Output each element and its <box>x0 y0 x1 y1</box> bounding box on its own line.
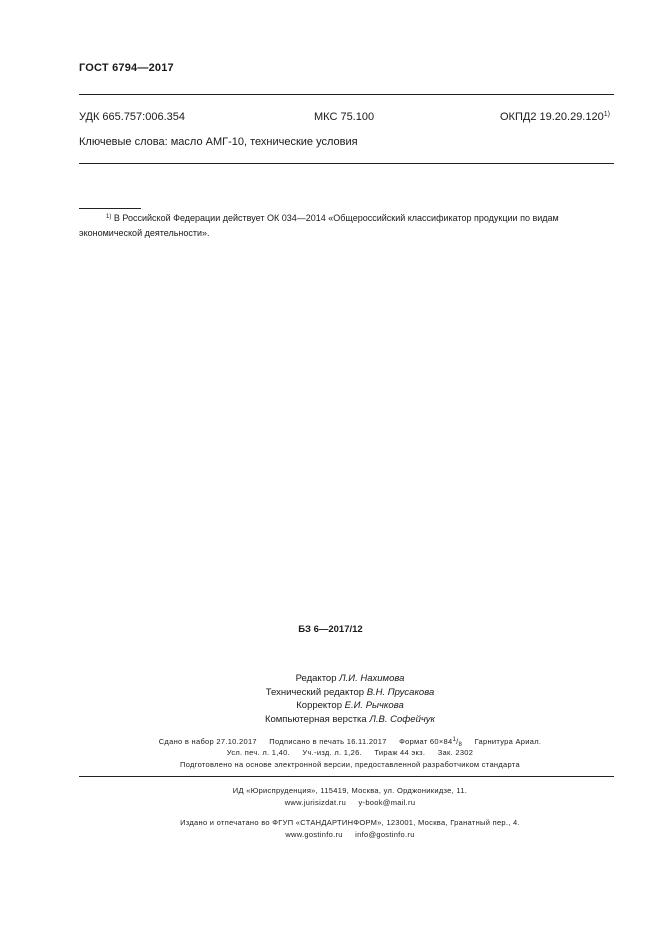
footnote-separator <box>79 208 141 209</box>
editor-row <box>200 699 500 713</box>
printer-email: info@gostinfo.ru <box>355 830 415 839</box>
standard-title: ГОСТ 6794—2017 <box>79 62 174 74</box>
printer-site-link: www.gostinfo.ru <box>285 830 343 839</box>
printer-contacts <box>110 830 590 839</box>
editor-role: Компьютерная верстка <box>264 713 367 725</box>
keywords-divider <box>79 163 614 164</box>
bz-number: БЗ 6—2017/12 <box>298 624 363 635</box>
print-sheets: Усл. печ. л. 1,40. <box>226 748 290 757</box>
editor-name: В.Н. Прусакова <box>366 686 435 698</box>
publisher-email: y-book@mail.ru <box>358 798 416 807</box>
editor-row <box>200 672 500 686</box>
signed-date: Подписано в печать 16.11.2017 <box>269 737 387 746</box>
footnote <box>79 212 587 240</box>
header-divider <box>79 94 614 95</box>
print-details-line1 <box>110 737 590 746</box>
editor-row <box>200 713 500 727</box>
editor-role: Редактор <box>295 673 337 684</box>
paper-format: Формат $60\times 84^1/_8$ <box>399 737 463 748</box>
edition-sheets: Уч.-изд. л. 1,26. <box>302 748 362 757</box>
editor-name: Л.В. Софейчук <box>369 713 436 725</box>
publisher-line1: ИД «Юриспруденция», 115419, Москва, ул. Орджоникидзе, 11. <box>232 786 468 795</box>
imprint-divider <box>79 776 614 777</box>
order-number: Зак. 2302 <box>437 748 474 757</box>
editor-role: Технический редактор <box>265 686 365 698</box>
circulation: Тираж 44 экз. <box>374 748 426 757</box>
submitted-date: Сдано в набор 27.10.2017 <box>158 737 257 746</box>
footnote-mark: 1) <box>106 214 112 220</box>
udk-code: УДК 665.757:006.354 <box>79 111 185 123</box>
mks-code: МКС 75.100 <box>314 111 375 123</box>
publisher-site-link: www.jurisizdat.ru <box>284 798 347 807</box>
footnote-text: В Российской Федерации действует ОК 034—2014 «Общероссийский классификатор продукции по видам экономической деятельности». <box>79 213 559 238</box>
editor-row <box>200 686 500 700</box>
editor-name: Е.И. Рычкова <box>344 700 404 712</box>
publisher-contacts1 <box>110 798 590 807</box>
keywords: Ключевые слова: масло АМГ-10, технические условия <box>79 136 358 148</box>
printer-line: Издано и отпечатано во ФГУП «СТАНДАРТИНФОРМ», 123001, Москва, Гранатный пер., 4. <box>180 818 520 827</box>
editor-name: Л.И. Нахимова <box>339 673 405 684</box>
okpd-footnote-mark: 1) <box>603 111 610 118</box>
prepared-note: Подготовлено на основе электронной версии, предоставленной разработчиком стандарта <box>180 760 520 769</box>
editor-role: Корректор <box>296 700 342 712</box>
print-details-line2 <box>110 748 590 757</box>
typeface: Гарнитура Ариал. <box>474 737 542 746</box>
okpd-text: ОКПД2 19.20.29.120 <box>500 111 604 123</box>
okpd-code <box>500 111 610 123</box>
editors-block <box>200 672 500 726</box>
